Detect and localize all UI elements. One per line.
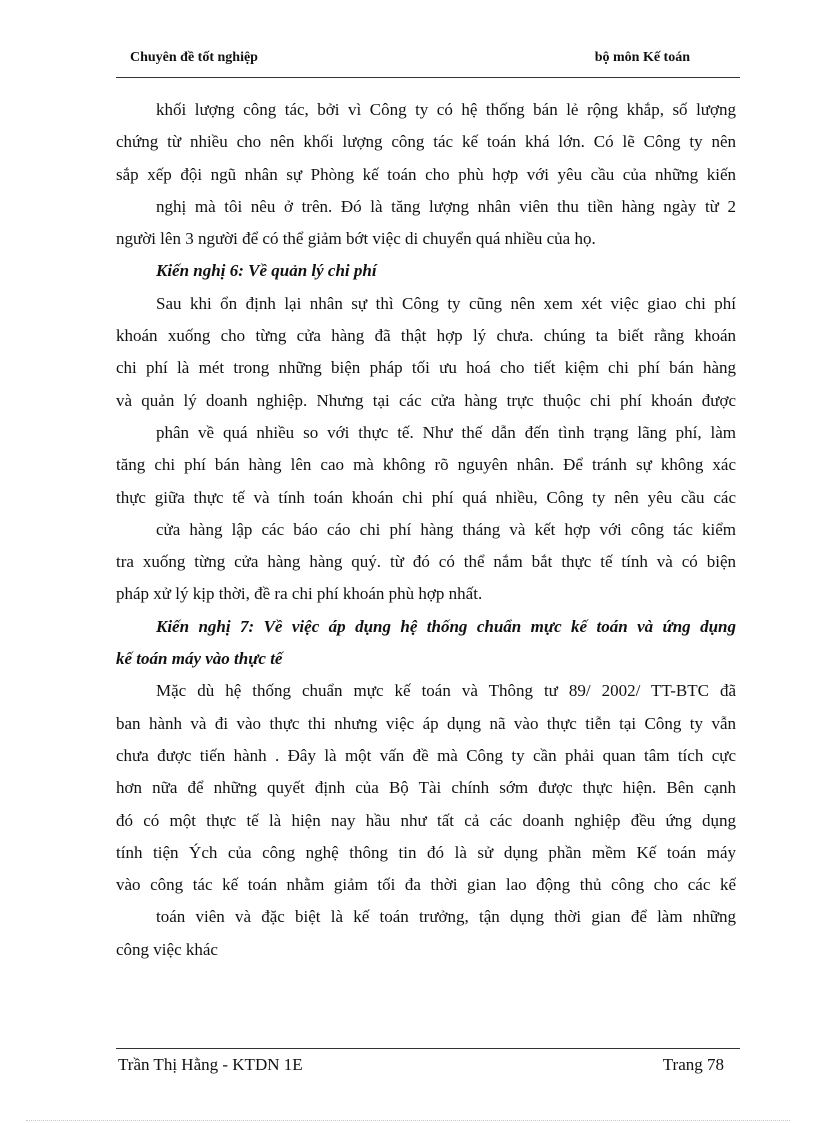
footer-author: Trần Thị Hằng - KTDN 1E <box>118 1055 303 1074</box>
page-bottom-divider <box>26 1120 790 1121</box>
page-footer <box>116 1055 740 1077</box>
text-line: nghị mà tôi nêu ở trên. Đó là tăng lượng nhân viên thu tiền hàng ngày từ 2 <box>156 196 736 216</box>
text-line: thực giữa thực tế và tính toán khoán chi phí quá nhiều, Công ty nên yêu cầu các <box>116 487 736 507</box>
text-line: pháp xử lý kịp thời, đề ra chi phí khoán phù hợp nhất. <box>116 584 483 604</box>
page-number: Trang 78 <box>662 1055 724 1074</box>
text-line: chứng từ nhiều cho nên khối lượng công tác kế toán khá lớn. Có lẽ Công ty nên <box>116 132 736 152</box>
text-line: chưa được tiến hành . Đây là một vấn đề mà Công ty cần phải quan tâm tích cực <box>116 745 736 765</box>
section-heading-7: Kiến nghị 7: Về việc áp dụng hệ thống chuẩn mực kế toán và ứng dụng <box>156 616 736 636</box>
text-line: người lên 3 người để có thể giảm bớt việc di chuyển quá nhiều của họ. <box>116 229 596 249</box>
text-line: đó có một thực tế là hiện nay hầu như tất cả các doanh nghiệp đều ứng dụng <box>116 810 736 830</box>
header-department: bộ môn Kế toán <box>594 50 690 65</box>
header-course-title: Chuyên đề tốt nghiệp <box>130 50 258 65</box>
text-line: công việc khác <box>116 939 218 959</box>
text-line: tăng chi phí bán hàng lên cao mà không rõ nguyên nhân. Để tránh sự không xác <box>116 455 736 475</box>
text-line: cửa hàng lập các báo cáo chi phí hàng tháng và kết hợp với công tác kiểm <box>156 519 736 539</box>
page-header <box>116 50 740 70</box>
text-line: khoán xuống cho từng cửa hàng đã thật hợp lý chưa. chúng ta biết rằng khoán <box>116 326 736 346</box>
section-heading-7-cont: kế toán máy vào thực tế <box>116 649 283 669</box>
header-rule <box>116 77 740 78</box>
text-line: Sau khi ổn định lại nhân sự thì Công ty cũng nên xem xét việc giao chi phí <box>156 293 736 313</box>
text-line: phân về quá nhiều so với thực tế. Như thế dẫn đến tình trạng lãng phí, làm <box>156 422 736 442</box>
text-line: khối lượng công tác, bởi vì Công ty có hệ thống bán lẻ rộng khắp, số lượng <box>156 100 736 119</box>
text-line: sắp xếp đội ngũ nhân sự Phòng kế toán cho phù hợp với yêu cầu của những kiến <box>116 164 736 184</box>
text-line: tra xuống từng cửa hàng hàng quý. từ đó có thể nắm bắt thực tế tính và có biện <box>116 552 736 572</box>
footer-rule <box>116 1048 740 1049</box>
section-heading-6: Kiến nghị 6: Về quản lý chi phí <box>156 261 377 281</box>
text-line: toán viên và đặc biệt là kế toán trưởng, tận dụng thời gian để làm những <box>156 907 736 927</box>
text-line: vào công tác kế toán nhằm giảm tối đa thời gian lao động thủ công cho các kế <box>116 875 736 895</box>
text-line: hơn nữa để những quyết định của Bộ Tài chính sớm được thực hiện. Bên cạnh <box>116 778 736 798</box>
text-line: và quản lý doanh nghiệp. Nhưng tại các cửa hàng trực thuộc chi phí khoán được <box>116 390 736 410</box>
text-line: ban hành và đi vào thực thi nhưng việc áp dụng nã vào thực tiễn tại Công ty vẫn <box>116 713 736 733</box>
text-line: Mặc dù hệ thống chuẩn mực kế toán và Thông tư 89/ 2002/ TT-BTC đã <box>156 681 736 701</box>
text-line: tính tiện Ých của công nghệ thông tin đó là sử dụng phần mềm Kế toán máy <box>116 842 736 862</box>
text-line: chi phí là mét trong những biện pháp tối ưu hoá cho tiết kiệm chi phí bán hàng <box>116 358 736 378</box>
document-body <box>116 94 736 966</box>
